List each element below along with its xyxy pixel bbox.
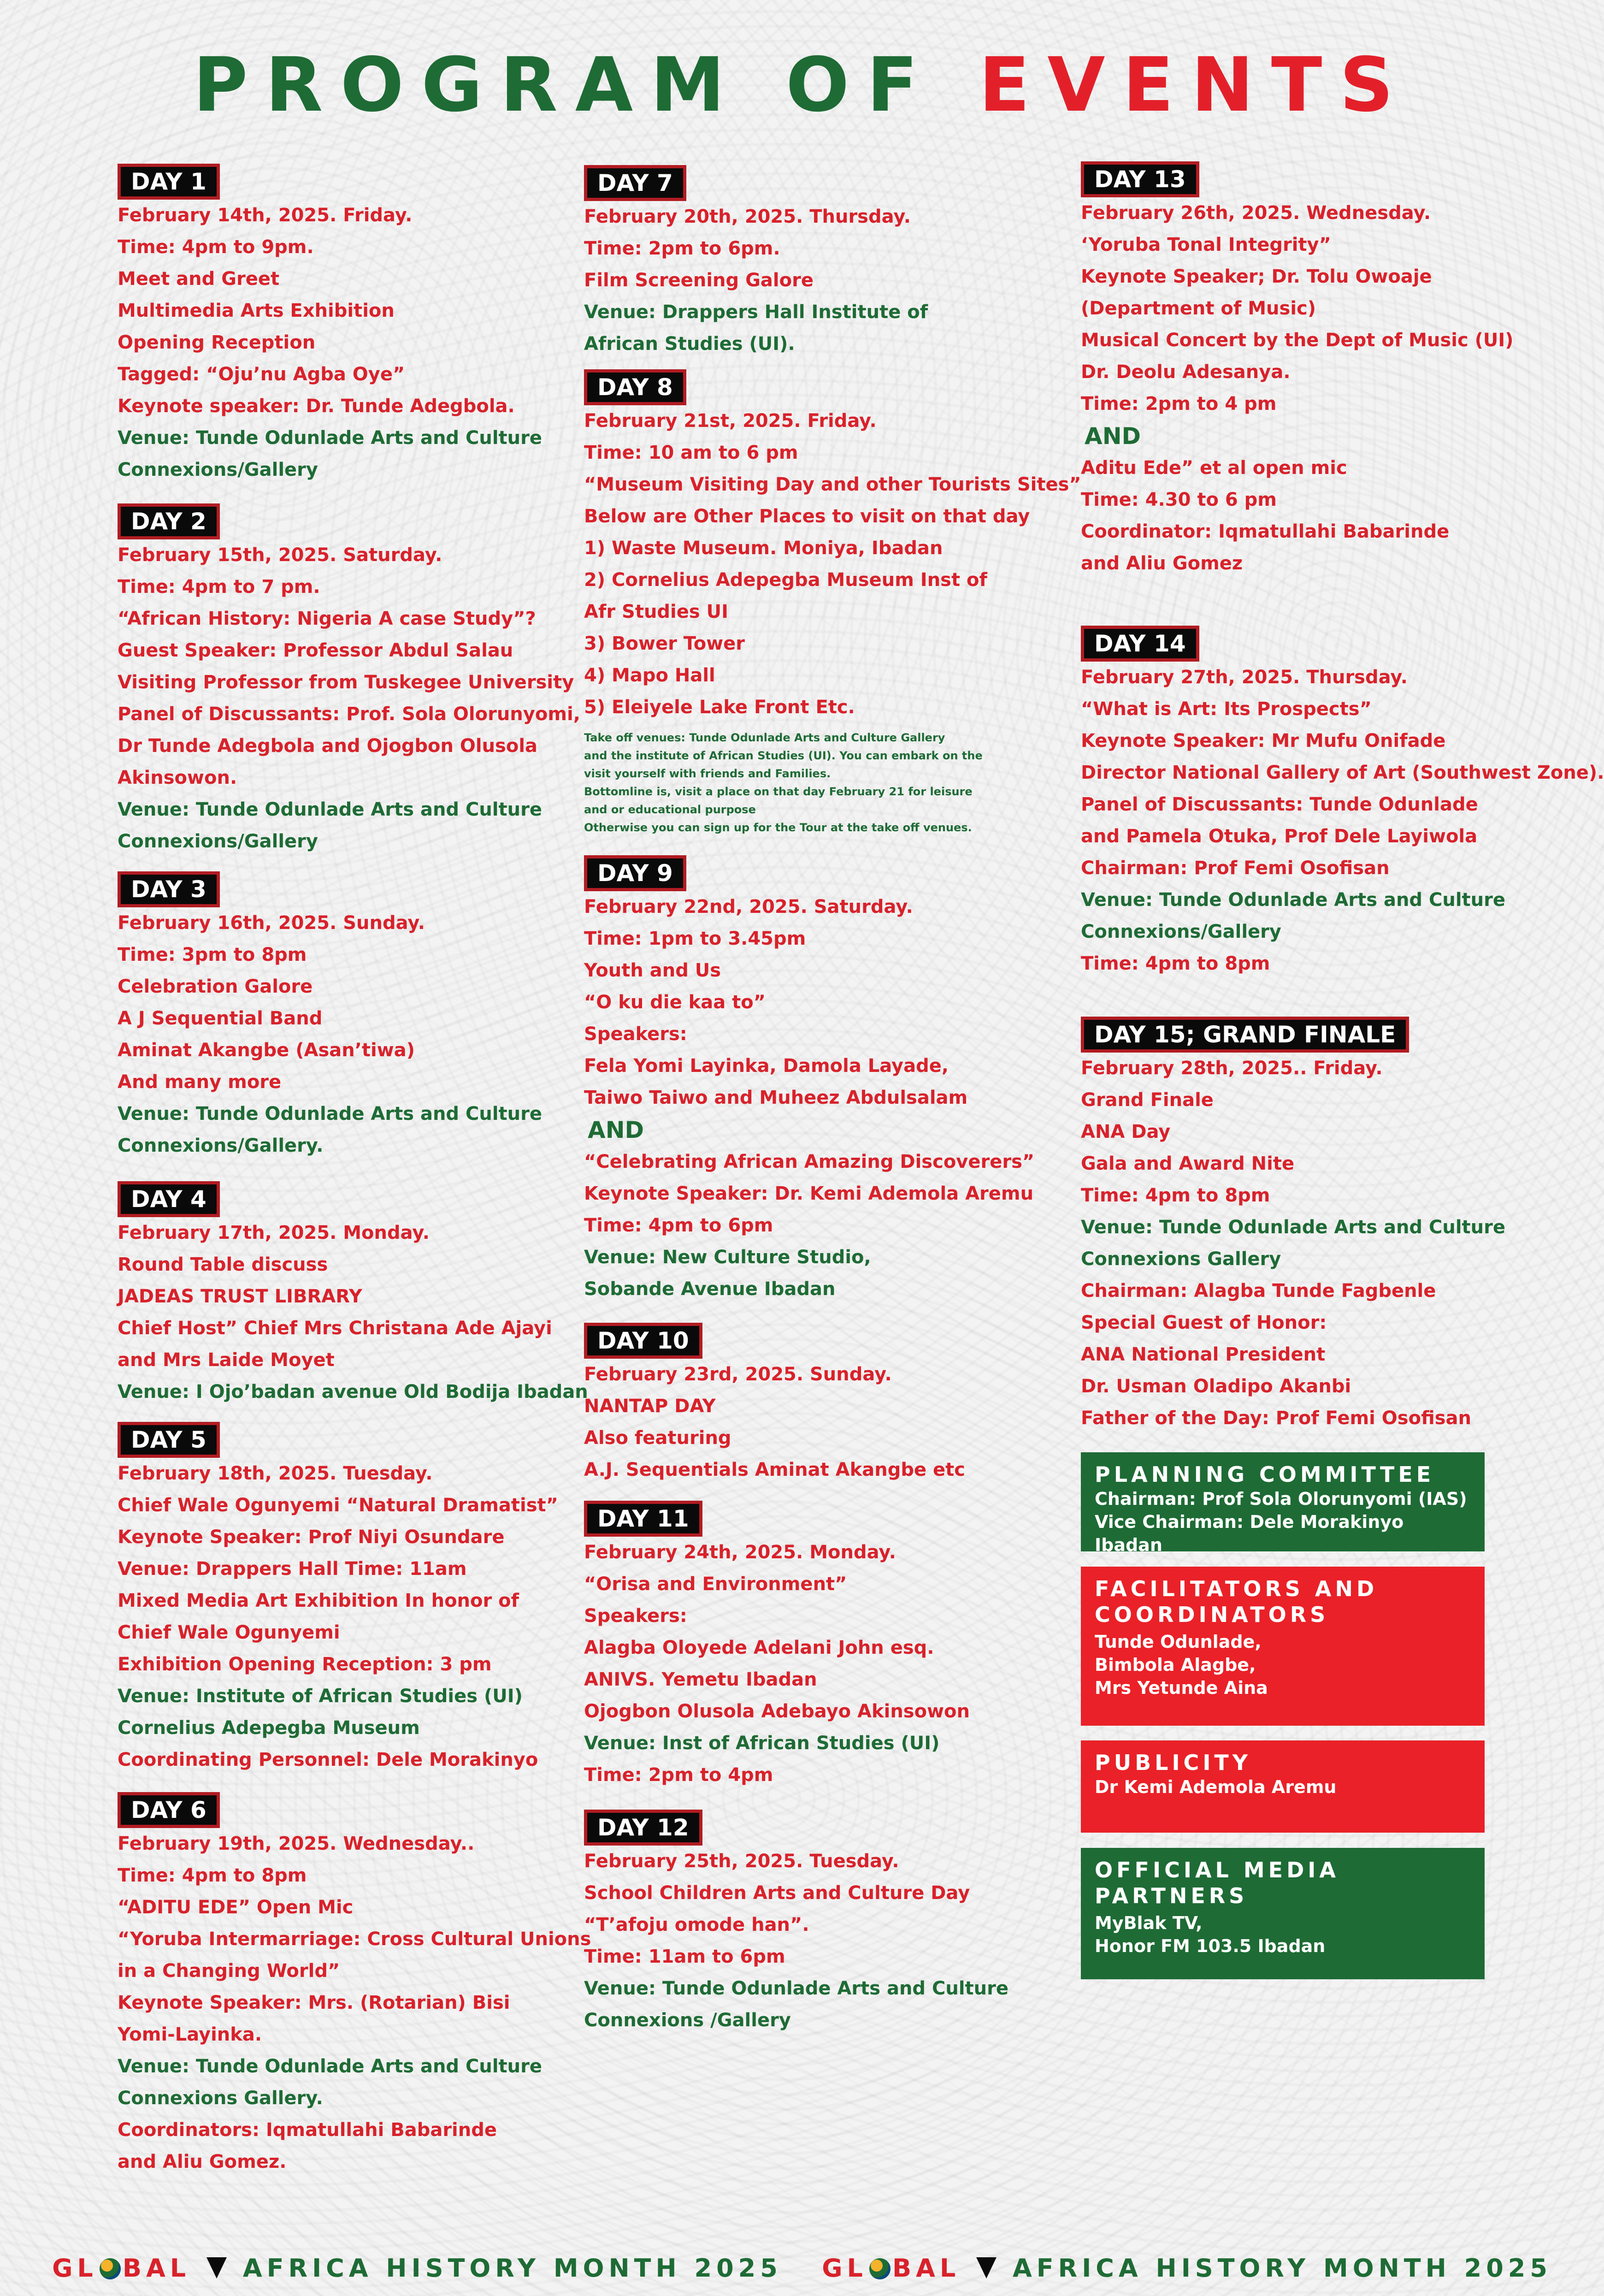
event-detail-line: Connexions Gallery bbox=[1081, 1249, 1281, 1270]
event-detail-line: Venue: Tunde Odunlade Arts and Culture bbox=[1081, 1217, 1505, 1238]
event-detail-line: Chief Wale Ogunyemi bbox=[118, 1622, 340, 1643]
take-off-note-line: and the institute of African Studies (UI). You can embark on the bbox=[584, 749, 983, 762]
event-detail-line: School Children Arts and Culture Day bbox=[584, 1882, 970, 1904]
facilitators-heading: COORDINATORS bbox=[1095, 1602, 1329, 1627]
publicity-heading: PUBLICITY bbox=[1095, 1750, 1252, 1775]
planning-committee-line: Chairman: Prof Sola Olorunyomi (IAS) bbox=[1095, 1489, 1467, 1509]
footer-gl: GL bbox=[822, 2254, 867, 2283]
event-detail-line: Film Screening Galore bbox=[584, 270, 814, 291]
event-detail-line: Below are Other Places to visit on that day bbox=[584, 506, 1030, 527]
event-detail-line: February 24th, 2025. Monday. bbox=[584, 1542, 896, 1563]
footer-rest: AFRICA HISTORY MONTH 2025 bbox=[1012, 2254, 1552, 2283]
event-detail-line: Coordinator: Iqmatullahi Babarinde bbox=[1081, 521, 1450, 542]
event-detail-line: February 19th, 2025. Wednesday.. bbox=[118, 1833, 475, 1854]
event-detail-line: ANIVS. Yemetu Ibadan bbox=[584, 1669, 817, 1690]
event-detail-line: African Studies (UI). bbox=[584, 333, 795, 355]
title-part-program: PROGRAM OF bbox=[193, 42, 936, 129]
globe-icon bbox=[100, 2258, 121, 2279]
event-detail-line: “Orisa and Environment” bbox=[584, 1574, 847, 1595]
event-detail-line: ANA National President bbox=[1081, 1344, 1326, 1365]
day-section bbox=[118, 1422, 578, 1776]
event-detail-line: Venue: Institute of African Studies (UI) bbox=[118, 1686, 523, 1707]
event-detail-line: “T’afoju omode han”. bbox=[584, 1914, 809, 1935]
event-detail-line: Director National Gallery of Art (Southwest Zone). bbox=[1081, 762, 1604, 783]
event-detail-line: 4) Mapo Hall bbox=[584, 665, 715, 686]
event-detail-line: Time: 4pm to 8pm bbox=[118, 1865, 307, 1886]
africa-map-icon bbox=[976, 2257, 997, 2278]
day-badge: DAY 15; GRAND FINALE bbox=[1081, 1017, 1409, 1053]
event-detail-line: Taiwo Taiwo and Muheez Abdulsalam bbox=[584, 1087, 968, 1108]
event-detail-line: Multimedia Arts Exhibition bbox=[118, 300, 395, 321]
event-detail-line: Time: 1pm to 3.45pm bbox=[584, 928, 806, 949]
event-detail-line: “O ku die kaa to” bbox=[584, 992, 766, 1013]
globe-icon bbox=[869, 2258, 890, 2279]
day-badge: DAY 4 bbox=[118, 1181, 220, 1217]
event-detail-line: February 14th, 2025. Friday. bbox=[118, 205, 413, 226]
facilitator-line: Bimbola Alagbe, bbox=[1095, 1655, 1256, 1675]
event-detail-line: Venue: Tunde Odunlade Arts and Culture bbox=[118, 1103, 542, 1124]
event-detail-line: Venue: Tunde Odunlade Arts and Culture bbox=[118, 799, 542, 820]
media-partners-heading: OFFICIAL MEDIA bbox=[1095, 1858, 1339, 1882]
event-detail-line: “ADITU EDE” Open Mic bbox=[118, 1897, 354, 1918]
event-detail-line: February 25th, 2025. Tuesday. bbox=[584, 1851, 899, 1872]
media-partner-line: Honor FM 103.5 Ibadan bbox=[1095, 1936, 1326, 1956]
event-detail-line: Venue: Tunde Odunlade Arts and Culture bbox=[584, 1978, 1008, 1999]
event-detail-line: Time: 2pm to 6pm. bbox=[584, 238, 780, 259]
schedule-column-1 bbox=[118, 164, 591, 2178]
event-detail-line: Father of the Day: Prof Femi Osofisan bbox=[1081, 1408, 1471, 1429]
event-detail-line: Time: 4pm to 8pm bbox=[1081, 1185, 1270, 1206]
take-off-note bbox=[584, 729, 1068, 837]
day-section bbox=[584, 1501, 1068, 1791]
event-detail-line: February 27th, 2025. Thursday. bbox=[1081, 667, 1408, 688]
and-separator: AND bbox=[588, 1117, 644, 1143]
event-detail-line: Special Guest of Honor: bbox=[1081, 1312, 1327, 1333]
footer-bal: BAL bbox=[892, 2254, 961, 2283]
event-detail-line: and Mrs Laide Moyet bbox=[118, 1349, 335, 1371]
event-detail-line: and Aliu Gomez. bbox=[118, 2151, 287, 2172]
day-section bbox=[118, 1792, 591, 2178]
event-detail-line: ‘Yoruba Tonal Integrity” bbox=[1081, 234, 1331, 255]
event-detail-line: Meet and Greet bbox=[118, 268, 280, 290]
facilitators-box bbox=[1081, 1567, 1485, 1726]
event-detail-line: Keynote speaker: Dr. Tunde Adegbola. bbox=[118, 396, 515, 417]
day-section bbox=[118, 871, 578, 1162]
planning-committee-line: Vice Chairman: Dele Morakinyo Ibadan bbox=[1095, 1512, 1404, 1555]
day-badge: DAY 11 bbox=[584, 1501, 702, 1537]
event-detail-line: Time: 4pm to 9pm. bbox=[118, 237, 314, 258]
event-detail-line: Connexions/Gallery. bbox=[118, 1135, 324, 1156]
event-detail-line: Exhibition Opening Reception: 3 pm bbox=[118, 1654, 492, 1675]
event-detail-line: in a Changing World” bbox=[118, 1960, 340, 1982]
event-detail-line: Keynote Speaker: Mr Mufu Onifade bbox=[1081, 730, 1446, 752]
day-section bbox=[584, 1323, 1068, 1486]
take-off-note-line: Bottomline is, visit a place on that day February 21 for leisure bbox=[584, 785, 973, 798]
event-detail-line: Alagba Oloyede Adelani John esq. bbox=[584, 1637, 934, 1658]
event-detail-line: Musical Concert by the Dept of Music (UI) bbox=[1081, 330, 1514, 351]
event-detail-line: Speakers: bbox=[584, 1024, 687, 1045]
and-separator: AND bbox=[1085, 423, 1141, 450]
event-detail-line: February 23rd, 2025. Sunday. bbox=[584, 1364, 892, 1385]
event-detail-line: Time: 3pm to 8pm bbox=[118, 944, 307, 965]
day-badge: DAY 1 bbox=[118, 164, 220, 200]
event-detail-line: Akinsowon. bbox=[118, 767, 237, 788]
take-off-note-line: and or educational purpose bbox=[584, 803, 756, 816]
day-section bbox=[1081, 626, 1604, 980]
event-detail-line: Opening Reception bbox=[118, 332, 316, 353]
facilitator-line: Tunde Odunlade, bbox=[1095, 1632, 1262, 1652]
day-section bbox=[584, 855, 1068, 1305]
event-detail-line: Connexions/Gallery bbox=[118, 459, 318, 480]
event-detail-line: Mixed Media Art Exhibition In honor of bbox=[118, 1590, 519, 1611]
day-badge: DAY 12 bbox=[584, 1810, 702, 1846]
media-partners-heading: PARTNERS bbox=[1095, 1883, 1248, 1908]
day-badge: DAY 14 bbox=[1081, 626, 1199, 662]
event-detail-line: February 15th, 2025. Saturday. bbox=[118, 544, 442, 566]
day-badge: DAY 5 bbox=[118, 1422, 220, 1458]
event-detail-line: Aminat Akangbe (Asan’tiwa) bbox=[118, 1040, 415, 1061]
event-detail-line: Celebration Galore bbox=[118, 976, 313, 997]
event-detail-line: A.J. Sequentials Aminat Akangbe etc bbox=[584, 1459, 965, 1480]
day-section bbox=[584, 369, 1081, 837]
event-detail-line: Tagged: “Oju’nu Agba Oye” bbox=[118, 364, 405, 385]
event-detail-line: And many more bbox=[118, 1071, 282, 1093]
event-detail-line: Panel of Discussants: Tunde Odunlade bbox=[1081, 794, 1478, 815]
event-detail-line: Keynote Speaker: Dr. Kemi Ademola Aremu bbox=[584, 1183, 1034, 1204]
event-detail-line: “Yoruba Intermarriage: Cross Cultural Unions bbox=[118, 1929, 591, 1950]
event-detail-line: Afr Studies UI bbox=[584, 601, 728, 622]
day-section bbox=[584, 165, 1068, 360]
event-detail-line: February 16th, 2025. Sunday. bbox=[118, 912, 425, 934]
day-badge: DAY 3 bbox=[118, 871, 220, 907]
event-detail-line: Venue: I Ojo’badan avenue Old Bodija Ibadan bbox=[118, 1381, 588, 1402]
page-title bbox=[0, 44, 1604, 127]
event-detail-line: Chief Wale Ogunyemi “Natural Dramatist” bbox=[118, 1495, 558, 1516]
day-badge: DAY 7 bbox=[584, 165, 686, 201]
day-section bbox=[1081, 1017, 1588, 1434]
event-detail-line: Round Table discuss bbox=[118, 1254, 328, 1275]
event-detail-line: “Celebrating African Amazing Discoverers” bbox=[584, 1151, 1035, 1172]
day-section bbox=[118, 164, 578, 486]
publicity-box bbox=[1081, 1740, 1485, 1833]
event-detail-line: Connexions/Gallery bbox=[1081, 921, 1281, 942]
event-detail-line: Time: 11am to 6pm bbox=[584, 1946, 785, 1967]
event-detail-line: Venue: Tunde Odunlade Arts and Culture bbox=[118, 427, 542, 449]
event-detail-line: Keynote Speaker: Mrs. (Rotarian) Bisi bbox=[118, 1992, 510, 2013]
event-detail-line: Chairman: Alagba Tunde Fagbenle bbox=[1081, 1280, 1436, 1302]
planning-committee-heading: PLANNING COMMITTEE bbox=[1095, 1462, 1435, 1487]
event-detail-line: Dr. Usman Oladipo Akanbi bbox=[1081, 1376, 1351, 1397]
event-detail-line: Sobande Avenue Ibadan bbox=[584, 1278, 836, 1300]
title-part-events: EVENTS bbox=[979, 42, 1411, 129]
event-detail-line: Fela Yomi Layinka, Damola Layade, bbox=[584, 1055, 949, 1077]
event-detail-line: Venue: Drappers Hall Time: 11am bbox=[118, 1558, 467, 1580]
event-detail-line: ANA Day bbox=[1081, 1121, 1171, 1142]
africa-map-icon bbox=[206, 2257, 227, 2278]
event-detail-line: Connexions Gallery. bbox=[118, 2088, 323, 2109]
event-detail-line: Gala and Award Nite bbox=[1081, 1153, 1295, 1174]
event-detail-line: 3) Bower Tower bbox=[584, 633, 745, 654]
event-detail-line: Also featuring bbox=[584, 1427, 731, 1449]
schedule-column-3 bbox=[1081, 161, 1604, 1434]
event-detail-line: NANTAP DAY bbox=[584, 1396, 716, 1417]
footer-bal: BAL bbox=[122, 2254, 191, 2283]
event-detail-line: Cornelius Adepegba Museum bbox=[118, 1717, 420, 1739]
media-partner-line: MyBlak TV, bbox=[1095, 1913, 1203, 1933]
event-detail-line: Dr. Deolu Adesanya. bbox=[1081, 361, 1291, 383]
event-detail-line: Time: 2pm to 4pm bbox=[584, 1764, 773, 1786]
event-detail-line: A J Sequential Band bbox=[118, 1008, 323, 1029]
event-detail-line: Time: 4pm to 8pm bbox=[1081, 953, 1270, 974]
publicity-line: Dr Kemi Ademola Aremu bbox=[1095, 1777, 1337, 1797]
facilitator-line: Mrs Yetunde Aina bbox=[1095, 1678, 1268, 1698]
take-off-note-line: Otherwise you can sign up for the Tour at the take off venues. bbox=[584, 821, 972, 834]
event-detail-line: February 22nd, 2025. Saturday. bbox=[584, 896, 913, 917]
event-detail-line: Chairman: Prof Femi Osofisan bbox=[1081, 858, 1390, 879]
event-detail-line: Venue: Drappers Hall Institute of bbox=[584, 302, 928, 323]
event-detail-line: February 17th, 2025. Monday. bbox=[118, 1222, 430, 1243]
schedule-column-2 bbox=[584, 165, 1081, 2036]
event-detail-line: Venue: Inst of African Studies (UI) bbox=[584, 1733, 940, 1754]
event-detail-line: Chief Host” Chief Mrs Christana Ade Ajayi bbox=[118, 1318, 552, 1339]
event-detail-line: JADEAS TRUST LIBRARY bbox=[118, 1286, 362, 1307]
event-detail-line: (Department of Music) bbox=[1081, 298, 1316, 319]
footer-banner bbox=[0, 2250, 1604, 2287]
footer-rest: AFRICA HISTORY MONTH 2025 bbox=[242, 2254, 782, 2283]
event-detail-line: February 26th, 2025. Wednesday. bbox=[1081, 202, 1431, 224]
event-detail-line: Guest Speaker: Professor Abdul Salau bbox=[118, 640, 513, 661]
event-detail-line: and Aliu Gomez bbox=[1081, 553, 1243, 574]
event-detail-line: Ojogbon Olusola Adebayo Akinsowon bbox=[584, 1701, 970, 1722]
facilitators-heading: FACILITATORS AND bbox=[1095, 1576, 1378, 1601]
event-detail-line: “Museum Visiting Day and other Tourists Sites” bbox=[584, 474, 1081, 495]
event-detail-line: 2) Cornelius Adepegba Museum Inst of bbox=[584, 569, 987, 591]
event-detail-line: Visiting Professor from Tuskegee University bbox=[118, 672, 574, 693]
day-section bbox=[118, 503, 578, 858]
event-detail-line: Speakers: bbox=[584, 1605, 687, 1627]
take-off-note-line: visit yourself with friends and Families. bbox=[584, 767, 831, 780]
event-detail-line: February 18th, 2025. Tuesday. bbox=[118, 1463, 433, 1484]
event-detail-line: Coordinators: Iqmatullahi Babarinde bbox=[118, 2119, 497, 2141]
day-section bbox=[1081, 161, 1588, 580]
event-detail-line: Time: 4pm to 7 pm. bbox=[118, 576, 320, 598]
event-detail-line: 1) Waste Museum. Moniya, Ibadan bbox=[584, 538, 943, 559]
day-badge: DAY 8 bbox=[584, 369, 686, 405]
event-detail-line: Time: 2pm to 4 pm bbox=[1081, 393, 1277, 414]
event-detail-line: Connexions/Gallery bbox=[118, 831, 318, 852]
event-detail-line: Panel of Discussants: Prof. Sola Olorunyomi, bbox=[118, 704, 580, 725]
event-detail-line: Dr Tunde Adegbola and Ojogbon Olusola bbox=[118, 735, 538, 757]
media-partners-box bbox=[1081, 1848, 1485, 1979]
event-detail-line: Grand Finale bbox=[1081, 1089, 1214, 1111]
event-detail-line: “African History: Nigeria A case Study”? bbox=[118, 608, 536, 629]
event-detail-line: Yomi-Layinka. bbox=[118, 2024, 262, 2045]
event-detail-line: Venue: Tunde Odunlade Arts and Culture bbox=[1081, 889, 1505, 911]
event-detail-line: Venue: Tunde Odunlade Arts and Culture bbox=[118, 2056, 542, 2077]
event-detail-line: Keynote Speaker; Dr. Tolu Owoaje bbox=[1081, 266, 1432, 287]
event-detail-line: Aditu Ede” et al open mic bbox=[1081, 457, 1347, 479]
event-detail-line: Keynote Speaker: Prof Niyi Osundare bbox=[118, 1527, 505, 1548]
planning-committee-box bbox=[1081, 1452, 1485, 1555]
event-detail-line: Youth and Us bbox=[584, 960, 721, 981]
day-badge: DAY 10 bbox=[584, 1323, 702, 1359]
take-off-note-line: Take off venues: Tunde Odunlade Arts and Culture Gallery bbox=[584, 731, 945, 744]
day-section bbox=[584, 1810, 1068, 2036]
event-detail-line: Time: 4pm to 6pm bbox=[584, 1215, 773, 1236]
event-detail-line: Connexions /Gallery bbox=[584, 2010, 791, 2031]
event-detail-line: Venue: New Culture Studio, bbox=[584, 1247, 871, 1268]
day-badge: DAY 13 bbox=[1081, 161, 1199, 197]
event-detail-line: 5) Eleiyele Lake Front Etc. bbox=[584, 697, 855, 718]
event-detail-line: “What is Art: Its Prospects” bbox=[1081, 698, 1372, 720]
event-detail-line: Time: 4.30 to 6 pm bbox=[1081, 489, 1277, 510]
day-badge: DAY 6 bbox=[118, 1792, 220, 1828]
footer-gl: GL bbox=[52, 2254, 98, 2283]
day-section bbox=[118, 1181, 588, 1408]
event-detail-line: February 21st, 2025. Friday. bbox=[584, 410, 877, 432]
event-detail-line: Coordinating Personnel: Dele Morakinyo bbox=[118, 1749, 538, 1770]
event-detail-line: February 20th, 2025. Thursday. bbox=[584, 206, 911, 227]
event-detail-line: February 28th, 2025.. Friday. bbox=[1081, 1058, 1383, 1079]
day-badge: DAY 9 bbox=[584, 855, 686, 891]
day-badge: DAY 2 bbox=[118, 503, 220, 539]
event-detail-line: Time: 10 am to 6 pm bbox=[584, 442, 798, 463]
event-detail-line: and Pamela Otuka, Prof Dele Layiwola bbox=[1081, 826, 1478, 847]
